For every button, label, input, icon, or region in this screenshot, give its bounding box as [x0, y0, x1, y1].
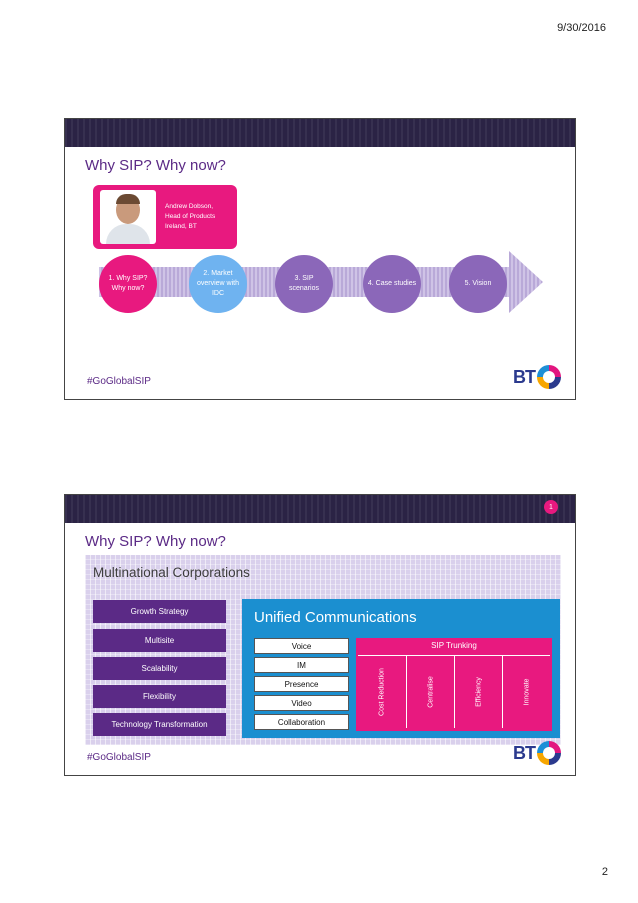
sip-benefit-centralise: [406, 655, 454, 728]
speaker-photo: [100, 190, 156, 244]
uc-feature-presence: Presence: [254, 676, 349, 692]
slide-header-bar: [65, 119, 575, 147]
sip-benefit-innovate: [502, 655, 550, 728]
agenda-step-5: 5. Vision: [449, 255, 507, 313]
speaker-info: [165, 202, 235, 232]
agenda-step-3: 3. SIP scenarios: [275, 255, 333, 313]
speaker-card: [93, 185, 237, 249]
speaker-role: Head of Products: [165, 213, 216, 220]
slide-hashtag: #GoGlobalSIP: [87, 376, 151, 387]
bt-globe-icon: [537, 365, 561, 389]
agenda-step-1: 1. Why SIP? Why now?: [99, 255, 157, 313]
driver-technology-transformation: Technology Transformation: [93, 713, 226, 736]
bt-globe-icon: [537, 741, 561, 765]
bt-logo-text: BT: [513, 743, 535, 763]
slide-header-bar: [65, 495, 575, 523]
bt-logo: [513, 365, 561, 391]
uc-feature-im: IM: [254, 657, 349, 673]
unified-communications-box: [242, 599, 560, 738]
driver-flexibility: Flexibility: [93, 685, 226, 708]
slide-hashtag: #GoGlobalSIP: [87, 752, 151, 763]
sip-benefit-label: Efficiency: [475, 677, 483, 707]
agenda-step-2: 2. Market overview with IDC: [189, 255, 247, 313]
sip-benefit-label: Innovate: [523, 678, 531, 706]
bt-logo-text: BT: [513, 367, 535, 387]
sip-benefit-label: Centralise: [427, 676, 435, 708]
agenda-step-4: 4. Case studies: [363, 255, 421, 313]
driver-multisite: Multisite: [93, 629, 226, 652]
uc-feature-collaboration: Collaboration: [254, 714, 349, 730]
slide-agenda: [64, 118, 576, 400]
speaker-region: Ireland, BT: [165, 223, 197, 230]
driver-scalability: Scalability: [93, 657, 226, 680]
driver-growth-strategy: Growth Strategy: [93, 600, 226, 623]
uc-feature-voice: Voice: [254, 638, 349, 654]
uc-title: Unified Communications: [254, 609, 417, 626]
page-date: 9/30/2016: [557, 22, 606, 34]
page-number: 2: [601, 866, 608, 878]
slide-badge: 1: [544, 500, 558, 514]
sip-benefit-efficiency: [454, 655, 502, 728]
uc-feature-video: Video: [254, 695, 349, 711]
sip-benefit-cost-reduction: [358, 655, 406, 728]
slide-title: Why SIP? Why now?: [85, 157, 226, 174]
slide-title: Why SIP? Why now?: [85, 533, 226, 550]
slide-mnc: [64, 494, 576, 776]
speaker-name: Andrew Dobson,: [165, 203, 214, 210]
sip-benefit-label: Cost Reduction: [378, 668, 386, 716]
mnc-panel: [85, 555, 561, 745]
sip-trunking-box: [356, 638, 552, 731]
sip-trunking-title: SIP Trunking: [431, 641, 477, 650]
bt-logo: [513, 741, 561, 767]
mnc-title: Multinational Corporations: [93, 565, 250, 580]
